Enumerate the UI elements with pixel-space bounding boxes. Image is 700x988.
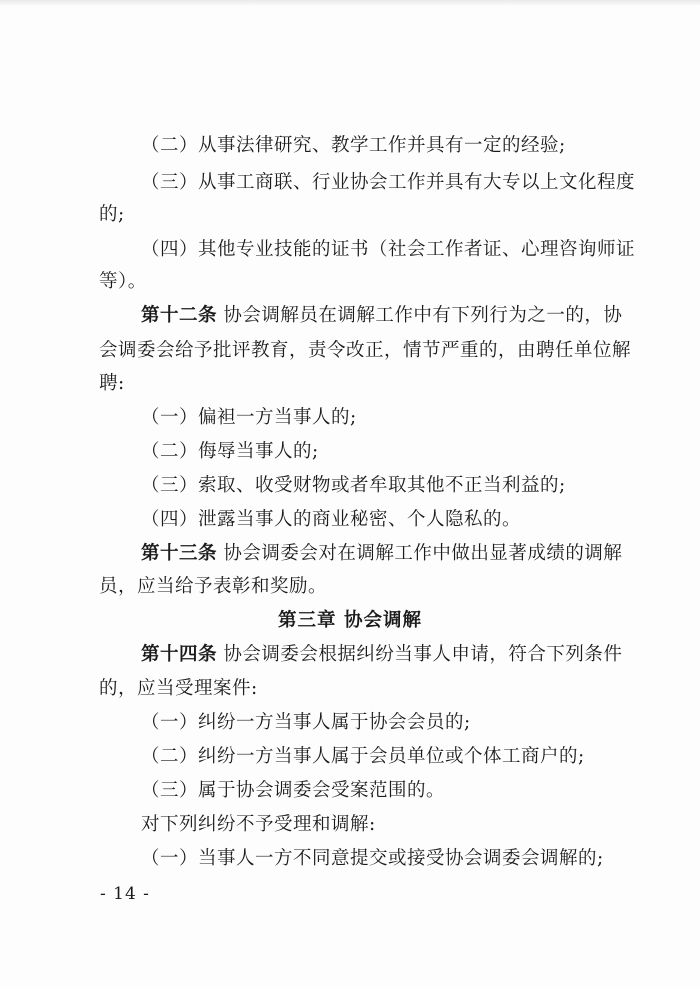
article-text: 协会调委会对在调解工作中做出显著成绩的调解 bbox=[223, 543, 623, 564]
text-line: （二）从事法律研究、教学工作并具有一定的经验; bbox=[141, 135, 566, 156]
text-line: 的; bbox=[99, 204, 125, 225]
text-line: （三）索取、收受财物或者牟取其他不正当利益的; bbox=[141, 475, 566, 496]
article-14-first-line bbox=[141, 643, 700, 667]
text-line: 聘: bbox=[99, 373, 125, 394]
text-line bbox=[141, 238, 700, 262]
text-line: 对下列纠纷不予受理和调解: bbox=[141, 814, 376, 835]
text-line: （二）侮辱当事人的; bbox=[141, 441, 319, 462]
article-13-first-line bbox=[141, 542, 700, 566]
text-line: 等）。 bbox=[99, 271, 147, 292]
article-text: 协会调委会根据纠纷当事人申请，符合下列条件 bbox=[223, 644, 623, 665]
text-line: （二）纠纷一方当事人属于会员单位或个体工商户的; bbox=[141, 746, 585, 767]
article-text: 协会调解员在调解工作中有下列行为之一的，协 bbox=[223, 305, 623, 326]
text-line: 员，应当给予表彰和奖励。 bbox=[99, 576, 328, 597]
chapter-heading: 第三章 协会调解 bbox=[278, 610, 422, 631]
text-line-content: （四）其他专业技能的证书（社会工作者证、心理咨询师证 bbox=[141, 239, 636, 260]
text-line-content: 会调委会给予批评教育，责令改正，情节严重的，由聘任单位解 bbox=[99, 340, 632, 361]
text-line-content: （三）从事工商联、行业协会工作并具有大专以上文化程度 bbox=[141, 172, 636, 193]
text-line: （一）纠纷一方当事人属于协会会员的; bbox=[141, 712, 471, 733]
text-line: （一）当事人一方不同意提交或接受协会调委会调解的; bbox=[141, 848, 604, 869]
text-line: 的，应当受理案件: bbox=[99, 678, 258, 699]
text-line: （四）泄露当事人的商业秘密、个人隐私的。 bbox=[141, 509, 522, 530]
text-line: （一）偏袒一方当事人的; bbox=[141, 407, 357, 428]
scan-edge bbox=[0, 0, 700, 6]
text-line bbox=[99, 339, 700, 363]
article-12-first-line bbox=[141, 304, 700, 328]
article-title: 第十二条 bbox=[141, 305, 218, 326]
text-line bbox=[141, 171, 700, 195]
article-title: 第十三条 bbox=[141, 543, 218, 564]
page-number: - 14 - bbox=[100, 884, 150, 904]
text-line: （三）属于协会调委会受案范围的。 bbox=[141, 780, 446, 801]
article-title: 第十四条 bbox=[141, 644, 218, 665]
